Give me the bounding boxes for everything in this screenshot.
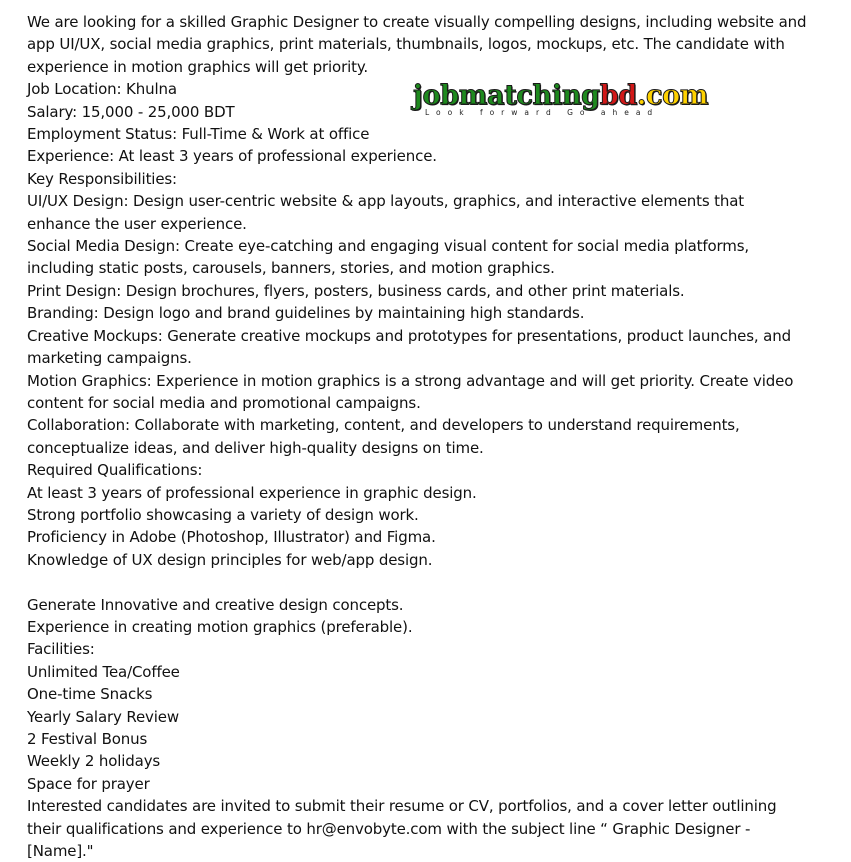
responsibility-line: Creative Mockups: Generate creative mockups and prototypes for presentations, product launches, and — [27, 326, 791, 345]
logo-wordmark-part: .com — [636, 80, 709, 111]
logo-wordmark-part: jobmatching — [413, 80, 600, 111]
qualification-extra-line: Generate Innovative and creative design concepts. — [27, 595, 404, 614]
intro-line: We are looking for a skilled Graphic Designer to create visually compelling designs, including website and — [27, 13, 807, 31]
responsibility-line: enhance the user experience. — [27, 214, 247, 233]
salary: Salary: 15,000 - 25,000 BDT — [27, 102, 235, 121]
responsibility-line: Social Media Design: Create eye-catching and engaging visual content for social media platforms, — [27, 237, 750, 256]
jobmatchingbd-logo — [413, 82, 718, 118]
apply-instructions-line: [Name]." — [27, 842, 94, 861]
logo-tagline: Look forward Go ahead — [425, 108, 660, 117]
responsibility-line: Collaboration: Collaborate with marketing, content, and developers to understand requirements, — [27, 416, 740, 435]
intro-line: app UI/UX, social media graphics, print materials, thumbnails, logos, mockups, etc. The candidate with — [27, 35, 785, 54]
qualification-extra-line: Experience in creating motion graphics (preferable). — [27, 617, 413, 636]
qualification-line: Strong portfolio showcasing a variety of design work. — [27, 505, 419, 524]
qualification-line: Proficiency in Adobe (Photoshop, Illustrator) and Figma. — [27, 528, 436, 547]
responsibility-line: Branding: Design logo and brand guidelines by maintaining high standards. — [27, 304, 585, 323]
responsibility-line: Motion Graphics: Experience in motion graphics is a strong advantage and will get priority. Create video — [27, 371, 794, 390]
qualification-line: Knowledge of UX design principles for web/app design. — [27, 550, 433, 569]
apply-instructions-line: Interested candidates are invited to submit their resume or CV, portfolios, and a cover letter outlining — [27, 797, 777, 816]
responsibility-line: content for social media and promotional campaigns. — [27, 393, 421, 412]
qualification-line: At least 3 years of professional experience in graphic design. — [27, 483, 477, 502]
facility-item: Weekly 2 holidays — [27, 752, 161, 771]
logo-wordmark-part: bd — [599, 80, 637, 111]
responsibilities-heading: Key Responsibilities: — [27, 169, 177, 188]
facility-item: Unlimited Tea/Coffee — [27, 662, 180, 681]
intro-line: experience in motion graphics will get priority. — [27, 57, 369, 76]
facility-item: One-time Snacks — [27, 685, 153, 704]
employment-status: Employment Status: Full-Time & Work at office — [27, 125, 370, 144]
responsibility-line: including static posts, carousels, banners, stories, and motion graphics. — [27, 259, 555, 278]
facilities-heading: Facilities: — [27, 640, 95, 659]
facility-item: Space for prayer — [27, 774, 150, 793]
qualifications-heading: Required Qualifications: — [27, 461, 203, 480]
logo-wordmark — [413, 80, 708, 111]
responsibility-line: Print Design: Design brochures, flyers, posters, business cards, and other print materials. — [27, 281, 685, 300]
responsibility-line: conceptualize ideas, and deliver high-quality designs on time. — [27, 438, 484, 457]
responsibility-line: UI/UX Design: Design user-centric website & app layouts, graphics, and interactive elements that — [27, 192, 745, 211]
spacer — [27, 571, 827, 593]
apply-instructions-line: their qualifications and experience to hr@envobyte.com with the subject line “ Graphic Designer - — [27, 819, 751, 838]
job-location: Job Location: Khulna — [27, 80, 177, 99]
job-post-document — [27, 11, 827, 862]
facility-item: Yearly Salary Review — [27, 707, 179, 726]
facility-item: 2 Festival Bonus — [27, 729, 148, 748]
responsibility-line: marketing campaigns. — [27, 349, 192, 368]
experience-requirement: Experience: At least 3 years of professional experience. — [27, 147, 437, 166]
